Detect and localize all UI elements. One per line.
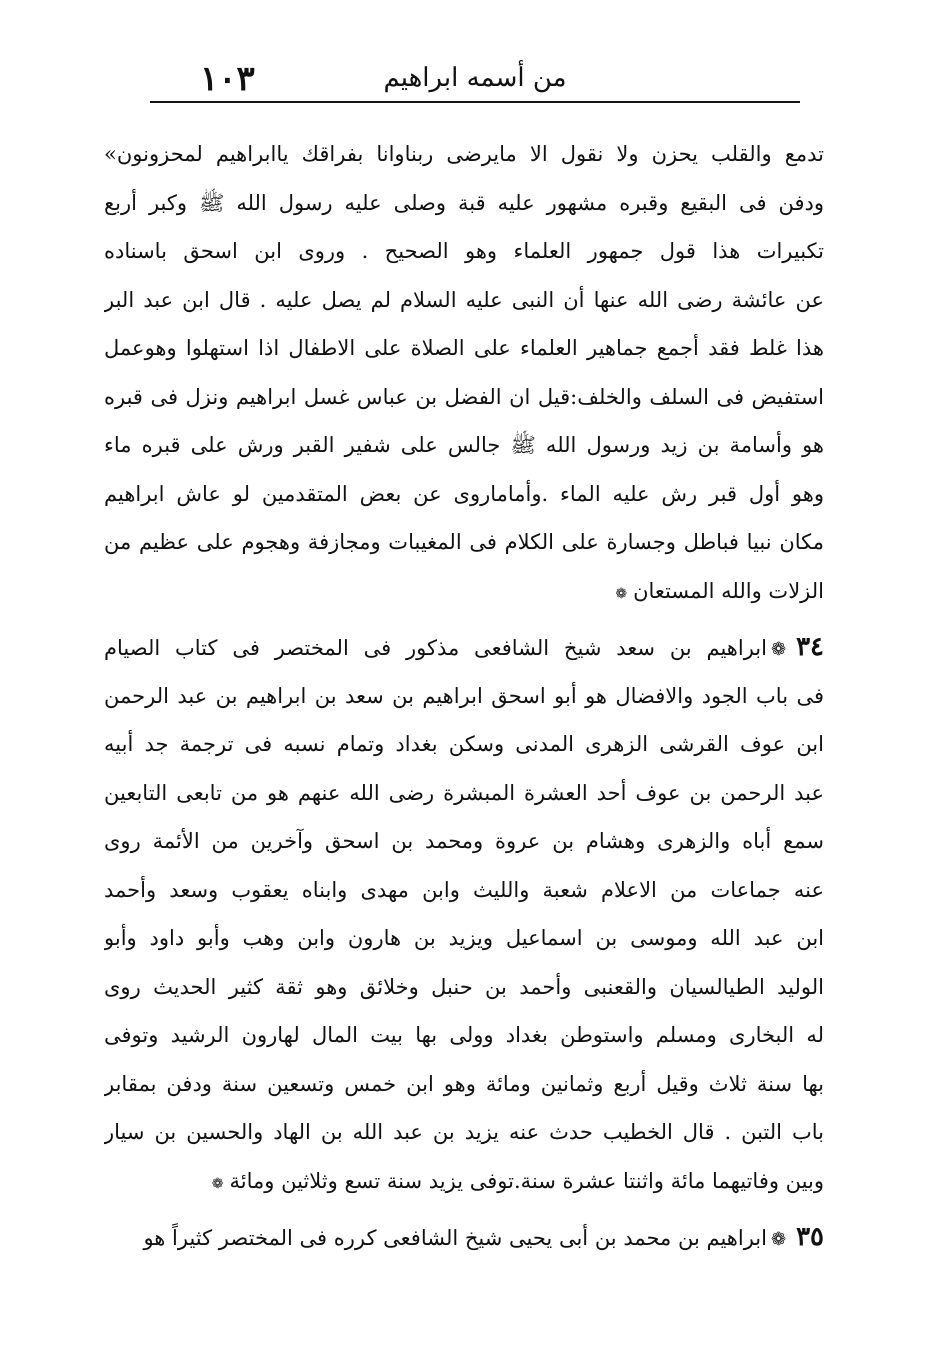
text-line: تكبيرات هذا قول جمهور العلماء وهو الصحيح . وروى ابن اسحق باسناده	[104, 239, 824, 263]
text-line-content: ابراهيم بن محمد بن أبى يحيى شيخ الشافعى كرره فى المختصر كثيراً هو	[143, 1226, 767, 1250]
end-mark: ❁	[615, 585, 628, 602]
text-line: عن عائشة رضى الله عنها أن النبى عليه السلام لم يصل عليه . قال ابن عبد البر	[104, 287, 824, 312]
entry-heading-line	[104, 623, 824, 672]
running-title: من أسمه ابراهيم	[383, 63, 567, 93]
text-line: هو وأسامة بن زيد ورسول الله ﷺ جالس على شفير القبر ورش على قبره ماء	[104, 433, 824, 457]
entry-marker: ❁	[770, 1229, 787, 1250]
entry-number: ٣٤	[796, 632, 824, 662]
text-line: ودفن فى البقيع وقبره مشهور عليه قبة وصلى عليه رسول الله ﷺ وكبر أربع	[104, 190, 824, 215]
text-line-content: الزلات والله المستعان	[633, 578, 824, 603]
text-line: باب التبن . قال الخطيب حدث عنه يزيد بن عبد الله بن الهاد والحسين بن سيار	[104, 1120, 824, 1144]
text-line-last	[104, 567, 824, 616]
text-line: ابن عوف القرشى الزهرى المدنى وسكن بغداد وتمام نسبه فى ترجمة جد أبيه	[104, 732, 824, 756]
text-line-content: ابراهيم بن سعد شيخ الشافعى مذكور فى المختصر فى كتاب الصيام	[104, 636, 767, 660]
paragraph-gap	[104, 1205, 824, 1213]
end-mark: ❁	[211, 1175, 224, 1192]
text-line: سمع أباه والزهرى وهشام بن عروة ومحمد بن اسحق وآخرين من الأئمة روى	[104, 829, 824, 853]
text-line: فى باب الجود والافضال هو أبو اسحق ابراهيم بن سعد بن ابراهيم بن عبد الرحمن	[104, 683, 824, 708]
entry-number: ٣٥	[796, 1222, 824, 1252]
text-line: الوليد الطيالسيان والقعنبى وأحمد بن حنبل وخلائق وهو ثقة كثير الحديث روى	[104, 974, 824, 999]
body-text	[104, 130, 824, 1262]
text-line: بها سنة ثلاث وقيل أربع وثمانين ومائة وهو ابن خمس وتسعين سنة ودفن بمقابر	[104, 1071, 824, 1096]
text-line: مكان نبيا فباطل وجسارة على الكلام فى المغيبات ومجازفة وهجوم على عظيم من	[104, 530, 824, 554]
page-header	[150, 55, 800, 103]
entry-heading-line	[104, 1213, 824, 1262]
header-rule	[150, 101, 800, 103]
text-line: له البخارى ومسلم واستوطن بغداد وولى بها بيت المال لهارون الرشيد وتوفى	[104, 1023, 824, 1047]
text-line-content: وبين وفاتيهما مائة واثنتا عشرة سنة.توفى يزيد سنة تسع وثلاثين ومائة	[229, 1168, 824, 1193]
page-number: ١٠٣	[200, 59, 255, 99]
paragraph-gap	[104, 615, 824, 623]
text-line: تدمع والقلب يحزن ولا نقول الا مايرضى ربناوانا بفراقك ياابراهيم لمحزونون»	[104, 142, 824, 166]
text-line: عنه جماعات من الاعلام شعبة والليث وابن مهدى وابناه يعقوب وسعد وأحمد	[104, 877, 824, 902]
text-line: ابن عبد الله وموسى بن اسماعيل ويزيد بن هارون وابن وهب وأبو داود وأبو	[104, 926, 824, 950]
text-line: وهو أول قبر رش عليه الماء .وأماماروى عن بعض المتقدمين لو عاش ابراهيم	[104, 481, 824, 506]
text-line: عبد الرحمن بن عوف أحد العشرة المبشرة رضى الله عنهم هو من تابعى التابعين	[104, 780, 824, 805]
text-line-last	[104, 1157, 824, 1206]
text-line: هذا غلط فقد أجمع جماهير العلماء على الصلاة على الاطفال اذا استهلوا وهوعمل	[104, 336, 824, 360]
text-line: استفيض فى السلف والخلف:قيل ان الفضل بن عباس غسل ابراهيم ونزل فى قبره	[104, 384, 824, 409]
entry-marker: ❁	[770, 639, 787, 660]
